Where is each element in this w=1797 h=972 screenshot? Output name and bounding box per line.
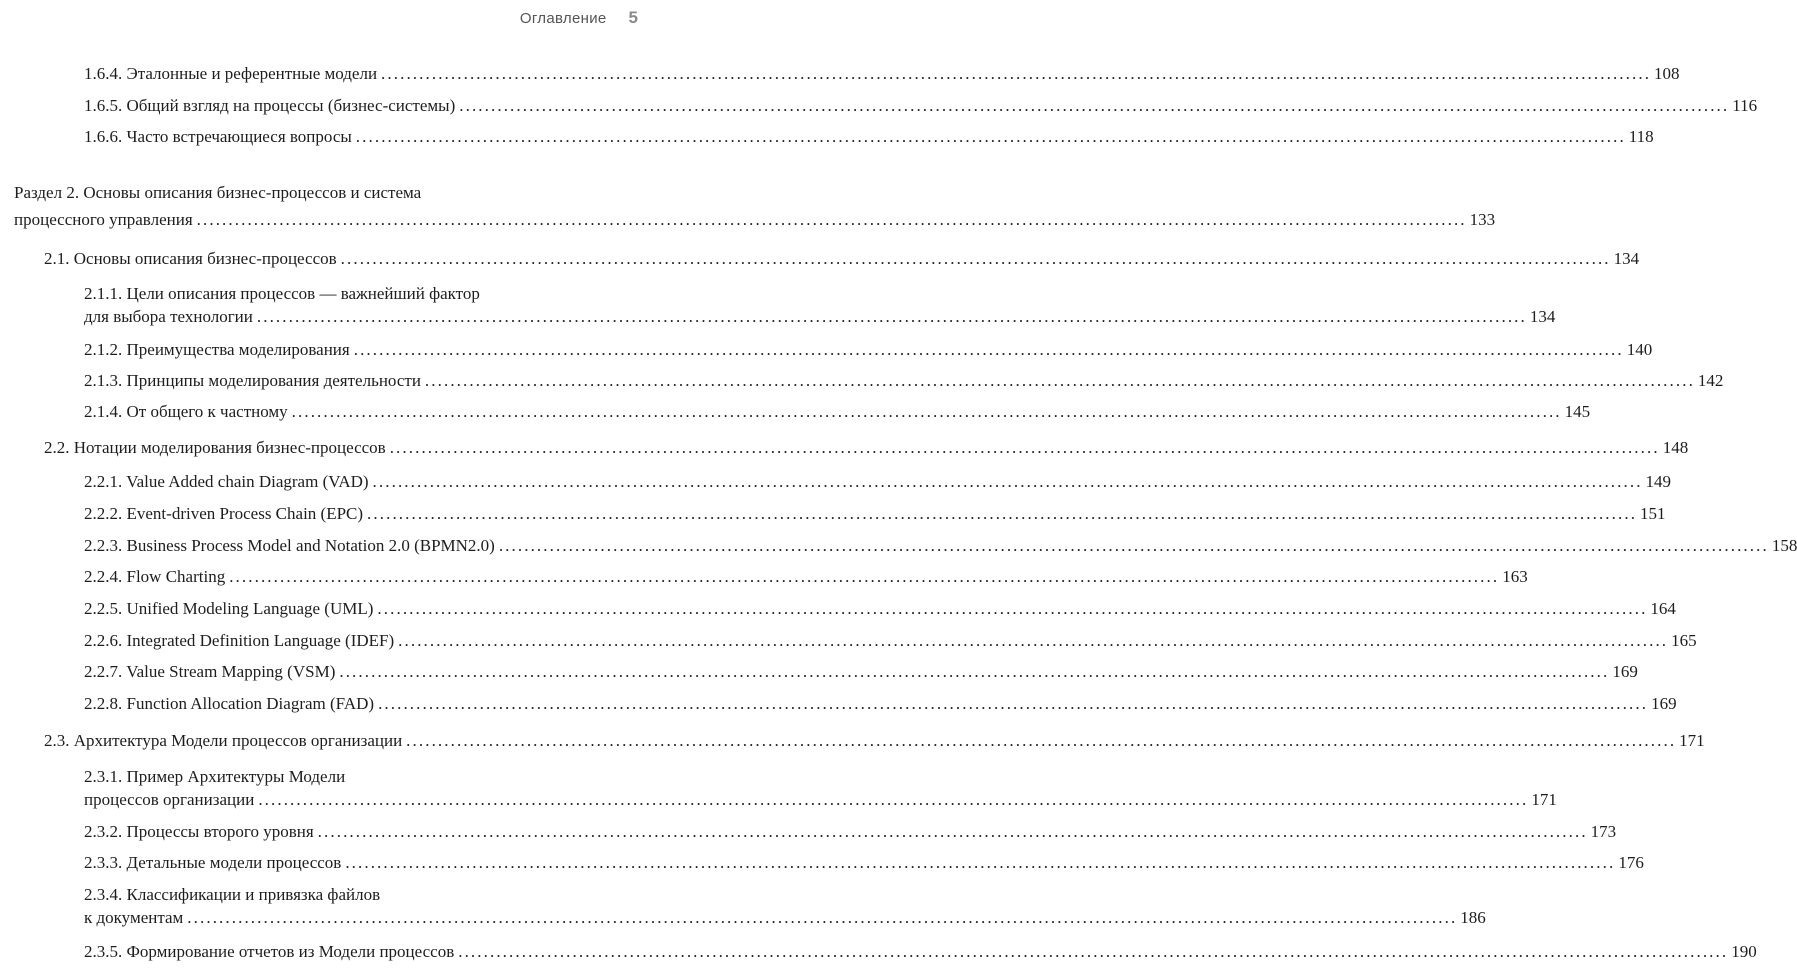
toc-entry-title: 1.6.6. Часто встречающиеся вопросы [84, 127, 352, 146]
toc-entry-title: 2.1.4. От общего к частному [84, 402, 288, 421]
toc-entry-page: 142 [1697, 371, 1724, 390]
toc-entry-title-line2: для выбора технологии [84, 307, 253, 326]
toc-entry-title-line2: к документам [84, 908, 184, 927]
toc-entry-title: 2.2.8. Function Allocation Diagram (FAD) [84, 694, 375, 713]
dot-leader: ........................................................................................................................................................................................................ [406, 731, 1677, 750]
dot-leader: ........................................................................................................................................................................................................ [258, 790, 1529, 809]
dot-leader: ........................................................................................................................................................................................................ [458, 942, 1729, 961]
toc-entry-page: 186 [1460, 908, 1486, 927]
toc-entry-title: 1.6.5. Общий взгляд на процессы (бизнес-системы) [84, 96, 456, 115]
dot-leader: ........................................................................................................................................................................................................ [367, 504, 1638, 523]
toc-entry-page: 134 [1529, 307, 1556, 326]
toc-entry-title: 2.3.5. Формирование отчетов из Модели процессов [84, 942, 455, 961]
toc-entry-2-2-3[interactable] [84, 536, 1797, 556]
toc-entry-page: 171 [1531, 790, 1557, 809]
dot-leader: ........................................................................................................................................................................................................ [378, 694, 1649, 713]
toc-entry-page: 116 [1732, 96, 1758, 115]
toc-entry-2-2-7[interactable] [84, 662, 1638, 682]
toc-entry-title-line2: процессов организации [84, 790, 255, 809]
toc-entry-page: 145 [1564, 402, 1591, 421]
toc-entry-2-2[interactable] [44, 438, 1689, 458]
toc-entry-last-line [84, 790, 1557, 810]
toc-entry-page: 140 [1626, 340, 1653, 359]
toc-entry-title: 2.2.2. Event-driven Process Chain (EPC) [84, 504, 364, 523]
toc-entry-page: 164 [1650, 599, 1676, 618]
toc-entry-title: 2.2.5. Unified Modeling Language (UML) [84, 599, 374, 618]
toc-entry-1-6-4[interactable] [84, 64, 1680, 84]
toc-entry-title: 1.6.4. Эталонные и референтные модели [84, 64, 378, 83]
toc-entry-page: 173 [1590, 822, 1617, 841]
dot-leader: ........................................................................................................................................................................................................ [196, 210, 1467, 229]
dot-leader: ........................................................................................................................................................................................................ [381, 64, 1652, 83]
toc-entry-page: 176 [1618, 853, 1644, 872]
dot-leader: ........................................................................................................................................................................................................ [355, 127, 1626, 146]
toc-entry-2-2-2[interactable] [84, 504, 1666, 524]
toc-entry-2-2-4[interactable] [84, 567, 1528, 587]
toc-entry-title: 2.1.3. Принципы моделирования деятельности [84, 371, 421, 390]
toc-entry-title-line1: 2.3.4. Классификации и привязка файлов [84, 885, 381, 904]
toc-entry-2-2-1[interactable] [84, 472, 1672, 492]
toc-entry-page: 165 [1671, 631, 1697, 650]
dot-leader: ........................................................................................................................................................................................................ [291, 402, 1562, 421]
toc-entry-2-3-5[interactable] [84, 942, 1757, 962]
toc-entry-title: 2.1.2. Преимущества моделирования [84, 340, 350, 359]
toc-entry-2-2-8[interactable] [84, 694, 1677, 714]
toc-entry-title: 2.2.1. Value Added chain Diagram (VAD) [84, 472, 369, 491]
toc-entry-2-2-5[interactable] [84, 599, 1676, 619]
toc-entry-title: 2.2.7. Value Stream Mapping (VSM) [84, 662, 336, 681]
toc-entry-title: 2.1. Основы описания бизнес-процессов [44, 249, 337, 268]
dot-leader: ........................................................................................................................................................................................................ [187, 908, 1458, 927]
toc-entry-2-1-3[interactable] [84, 371, 1724, 391]
dot-leader: ........................................................................................................................................................................................................ [389, 438, 1660, 457]
toc-entry-page: 148 [1662, 438, 1689, 457]
toc-entry-title-line1: 2.3.1. Пример Архитектуры Модели [84, 767, 346, 786]
dot-leader: ........................................................................................................................................................................................................ [498, 536, 1769, 555]
toc-entry-page: 158 [1771, 536, 1797, 555]
dot-leader: ........................................................................................................................................................................................................ [377, 599, 1648, 618]
running-header-title: Оглавление [519, 10, 607, 27]
toc-entry-2-3-3[interactable] [84, 853, 1644, 873]
toc-entry-page: 133 [1469, 210, 1496, 229]
toc-entry-page: 190 [1731, 942, 1757, 961]
dot-leader: ........................................................................................................................................................................................................ [372, 472, 1643, 491]
toc-entry-title: 2.2.4. Flow Charting [84, 567, 226, 586]
dot-leader: ........................................................................................................................................................................................................ [398, 631, 1669, 650]
dot-leader: ........................................................................................................................................................................................................ [339, 662, 1610, 681]
toc-entry-page: 169 [1612, 662, 1638, 681]
toc-entry-page: 171 [1679, 731, 1705, 750]
toc-entry-page: 118 [1628, 127, 1654, 146]
toc-entry-2-1-2[interactable] [84, 340, 1653, 360]
toc-entry-title-line1: Раздел 2. Основы описания бизнес-процессов и система [14, 183, 422, 202]
toc-entry-title-line1: 2.1.1. Цели описания процессов — важнейший фактор [84, 284, 480, 303]
dot-leader: ........................................................................................................................................................................................................ [353, 340, 1624, 359]
toc-entry-title: 2.3. Архитектура Модели процессов организации [44, 731, 403, 750]
toc-entry-page: 134 [1613, 249, 1640, 268]
toc-entry-2-1[interactable] [44, 249, 1640, 269]
toc-entry-title: 2.2.3. Business Process Model and Notation 2.0 (BPMN2.0) [84, 536, 495, 555]
toc-entry-1-6-5[interactable] [84, 96, 1758, 116]
dot-leader: ........................................................................................................................................................................................................ [424, 371, 1695, 390]
dot-leader: ........................................................................................................................................................................................................ [256, 307, 1527, 326]
toc-entry-page: 149 [1645, 472, 1672, 491]
toc-entry-2-3[interactable] [44, 731, 1705, 751]
toc-entry-last-line [84, 307, 1556, 327]
toc-entry-1-6-6[interactable] [84, 127, 1654, 147]
dot-leader: ........................................................................................................................................................................................................ [317, 822, 1588, 841]
toc-entry-page: 169 [1651, 694, 1677, 713]
dot-leader: ........................................................................................................................................................................................................ [459, 96, 1730, 115]
toc-entry-page: 163 [1502, 567, 1528, 586]
dot-leader: ........................................................................................................................................................................................................ [229, 567, 1500, 586]
toc-entry-2-2-6[interactable] [84, 631, 1697, 651]
toc-entry-last-line [14, 210, 1496, 230]
toc-entry-title: 2.3.3. Детальные модели процессов [84, 853, 342, 872]
dot-leader: ........................................................................................................................................................................................................ [345, 853, 1616, 872]
dot-leader: ........................................................................................................................................................................................................ [340, 249, 1611, 268]
toc-entry-title: 2.2.6. Integrated Definition Language (IDEF) [84, 631, 395, 650]
page-number: 5 [628, 8, 638, 27]
toc-entry-2-1-4[interactable] [84, 402, 1591, 422]
toc-entry-title: 2.2. Нотации моделирования бизнес-процессов [44, 438, 386, 457]
toc-entry-page: 108 [1654, 64, 1680, 83]
toc-entry-page: 151 [1640, 504, 1666, 523]
toc-entry-last-line [84, 908, 1486, 928]
toc-entry-title-line2: процессного управления [14, 210, 193, 229]
toc-entry-title: 2.3.2. Процессы второго уровня [84, 822, 314, 841]
toc-entry-2-3-2[interactable] [84, 822, 1617, 842]
